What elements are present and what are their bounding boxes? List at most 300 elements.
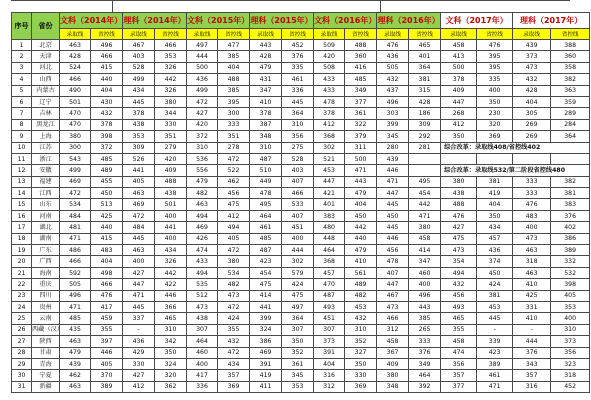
score-cell: 500 [441, 62, 477, 73]
row-province: 西藏（汉） [32, 324, 60, 335]
header-sub: 录取线 [377, 29, 409, 40]
score-cell: 397 [91, 336, 123, 347]
score-cell: 330 [345, 370, 377, 381]
score-cell: 364 [282, 313, 314, 324]
row-seq: 14 [12, 188, 32, 199]
score-cell: 465 [409, 40, 441, 51]
score-cell: 432 [91, 108, 123, 119]
score-cell: 370 [91, 370, 123, 381]
score-cell: 438 [123, 119, 155, 130]
score-cell: 488 [441, 199, 477, 210]
score-cell: 424 [282, 279, 314, 290]
score-cell [551, 153, 590, 164]
row-province: 云南 [32, 313, 60, 324]
row-province: 福建 [32, 176, 60, 187]
header-group: 文科（2015年） [187, 13, 250, 29]
score-cell: 471 [409, 210, 441, 221]
score-cell: 350 [477, 96, 513, 107]
score-cell: 466 [91, 279, 123, 290]
score-cell: 462 [218, 176, 250, 187]
score-cell: 303 [377, 108, 409, 119]
score-cell: 350 [282, 336, 314, 347]
row-province: 黑龙江 [32, 119, 60, 130]
score-cell: 434 [155, 245, 187, 256]
score-cell: 443 [345, 176, 377, 187]
row-province: 内蒙古 [32, 85, 60, 96]
score-cell: 413 [441, 51, 477, 62]
row-seq: 12 [12, 165, 32, 176]
score-cell: 465 [155, 313, 187, 324]
score-cell: 417 [187, 370, 218, 381]
table-row [12, 381, 590, 392]
row-province: 江苏 [32, 142, 60, 153]
score-cell: 461 [282, 74, 314, 85]
score-cell: 434 [477, 222, 513, 233]
score-cell: 403 [123, 51, 155, 62]
row-province: 上海 [32, 131, 60, 142]
score-cell: 450 [345, 210, 377, 221]
score-cell: 444 [187, 51, 218, 62]
row-province: 吉林 [32, 108, 60, 119]
score-cell: 458 [441, 336, 477, 347]
score-cell: 309 [409, 119, 441, 130]
score-cell: 318 [513, 256, 551, 267]
score-cell: 310 [187, 142, 218, 153]
score-cell: 400 [551, 313, 590, 324]
header-sub: 录取线 [513, 29, 551, 40]
score-cell: 476 [377, 40, 409, 51]
score-cell: 534 [218, 267, 250, 278]
table-row [12, 336, 590, 347]
score-cell: 444 [282, 245, 314, 256]
score-cell: 447 [123, 279, 155, 290]
table-row [12, 279, 590, 290]
score-cell: 364 [282, 108, 314, 119]
score-cell: 486 [60, 245, 91, 256]
score-cell: 521 [314, 153, 345, 164]
row-seq: 25 [12, 313, 32, 324]
score-cell: 472 [187, 96, 218, 107]
table-row [12, 210, 590, 221]
spreadsheet [11, 12, 590, 393]
score-cell: 265 [409, 324, 441, 335]
score-cell: 354 [441, 256, 477, 267]
score-cell: 302 [282, 256, 314, 267]
table-row [12, 131, 590, 142]
header-province: 省份 [32, 13, 60, 40]
row-province: 山东 [32, 199, 60, 210]
score-cell: 512 [187, 290, 218, 301]
score-cell: 522 [218, 165, 250, 176]
score-cell: 380 [377, 370, 409, 381]
score-cell: 268 [441, 108, 477, 119]
score-cell: 335 [477, 74, 513, 85]
score-cell: 400 [187, 358, 218, 369]
score-cell: 320 [477, 119, 513, 130]
score-cell: 360 [345, 51, 377, 62]
score-cell: 357 [441, 370, 477, 381]
score-cell: 473 [377, 301, 409, 312]
score-cell: 373 [551, 336, 590, 347]
score-cell: 437 [377, 85, 409, 96]
score-cell: 470 [60, 108, 91, 119]
score-cell: 368 [314, 256, 345, 267]
score-cell: 381 [551, 188, 590, 199]
score-cell: 436 [123, 336, 155, 347]
score-cell: 424 [218, 313, 250, 324]
row-seq: 20 [12, 256, 32, 267]
header-group: 文科（2017年） [441, 13, 513, 29]
row-seq: 29 [12, 358, 32, 369]
score-cell: 494 [187, 267, 218, 278]
score-cell: 324 [155, 358, 187, 369]
row-seq: 28 [12, 347, 32, 358]
row-province: 四川 [32, 290, 60, 301]
score-cell: 485 [345, 74, 377, 85]
score-cell: - [513, 324, 551, 335]
score-cell: 451 [282, 222, 314, 233]
score-cell: 447 [441, 96, 477, 107]
score-cell: 439 [377, 153, 409, 164]
score-cell: 451 [314, 313, 345, 324]
score-cell: 427 [441, 222, 477, 233]
score-cell: 356 [441, 358, 477, 369]
score-cell: 430 [91, 96, 123, 107]
score-cell: 536 [187, 153, 218, 164]
score-cell: 461 [250, 222, 282, 233]
score-cell: 350 [155, 347, 187, 358]
score-cell: 499 [187, 85, 218, 96]
score-cell: 332 [551, 256, 590, 267]
table-row [12, 188, 590, 199]
score-cell: 483 [513, 210, 551, 221]
score-cell: 366 [155, 301, 187, 312]
score-cell: 412 [123, 381, 155, 392]
score-cell: 487 [250, 153, 282, 164]
row-seq: 16 [12, 210, 32, 221]
score-cell: 357 [218, 370, 250, 381]
score-cell: 534 [60, 199, 91, 210]
row-seq: 1 [12, 40, 32, 51]
score-cell: 479 [250, 62, 282, 73]
score-cell: 402 [551, 222, 590, 233]
score-cell: 469 [187, 222, 218, 233]
score-cell: 470 [314, 279, 345, 290]
header-sub: 省控线 [91, 29, 123, 40]
score-cell: 372 [187, 131, 218, 142]
score-cell: 383 [314, 210, 345, 221]
score-cell: 352 [282, 347, 314, 358]
row-province: 广东 [32, 245, 60, 256]
score-cell: 526 [123, 153, 155, 164]
score-cell: 330 [123, 358, 155, 369]
score-cell: 352 [345, 336, 377, 347]
score-cell: 472 [218, 153, 250, 164]
score-cell: 323 [551, 358, 590, 369]
top-border-tick [112, 0, 113, 12]
score-cell: 398 [91, 131, 123, 142]
score-cell: 419 [477, 188, 513, 199]
header-sub: 省控线 [477, 29, 513, 40]
score-cell: 433 [187, 256, 218, 267]
score-cell: 358 [551, 62, 590, 73]
score-cell: 458 [441, 40, 477, 51]
score-cell: 381 [477, 290, 513, 301]
score-cell: 487 [250, 245, 282, 256]
score-cell: 409 [377, 358, 409, 369]
score-cell: 386 [250, 336, 282, 347]
score-cell: 280 [377, 142, 409, 153]
score-cell: 448 [314, 233, 345, 244]
admission-score-table [11, 12, 590, 393]
score-cell: 463 [513, 267, 551, 278]
score-cell: 446 [377, 233, 409, 244]
score-cell: 359 [551, 96, 590, 107]
header-group: 文科（2014年） [60, 13, 123, 29]
score-cell: 471 [345, 165, 377, 176]
score-cell: 378 [123, 108, 155, 119]
score-cell: 347 [409, 256, 441, 267]
score-cell: 457 [314, 267, 345, 278]
score-cell: 423 [477, 347, 513, 358]
score-cell: 524 [60, 62, 91, 73]
score-cell: 230 [477, 108, 513, 119]
row-province: 广西 [32, 256, 60, 267]
score-cell: 480 [314, 222, 345, 233]
score-cell: 481 [60, 222, 91, 233]
row-province: 贵州 [32, 301, 60, 312]
score-cell: 405 [551, 290, 590, 301]
score-cell: 456 [441, 290, 477, 301]
score-cell: 336 [282, 85, 314, 96]
score-cell: 467 [123, 40, 155, 51]
score-cell: 427 [123, 370, 155, 381]
table-row [12, 40, 590, 51]
score-cell: 479 [345, 245, 377, 256]
score-cell: 471 [60, 301, 91, 312]
score-cell: 499 [60, 165, 91, 176]
score-cell: 498 [91, 267, 123, 278]
score-cell: 320 [155, 370, 187, 381]
score-cell: 278 [218, 142, 250, 153]
score-cell: 488 [155, 176, 187, 187]
score-cell: 433 [314, 85, 345, 96]
score-cell: 331 [513, 301, 551, 312]
header-sub: 省控线 [155, 29, 187, 40]
score-cell: 353 [123, 131, 155, 142]
score-cell: 269 [513, 131, 551, 142]
table-row [12, 256, 590, 267]
score-cell: 333 [218, 119, 250, 130]
score-cell: 495 [409, 176, 441, 187]
score-cell: 380 [60, 131, 91, 142]
score-cell: 400 [155, 233, 187, 244]
row-seq: 8 [12, 119, 32, 130]
table-row [12, 108, 590, 119]
score-cell: 316 [513, 381, 551, 392]
score-cell: 410 [345, 256, 377, 267]
score-cell: 347 [250, 85, 282, 96]
score-cell: 475 [218, 199, 250, 210]
score-cell: 469 [60, 176, 91, 187]
score-cell: 496 [91, 40, 123, 51]
table-row [12, 142, 590, 153]
score-cell: 289 [551, 108, 590, 119]
score-cell: 389 [91, 381, 123, 392]
score-cell: 474 [187, 245, 218, 256]
header-group: 理科（2015年） [250, 13, 314, 29]
score-cell: 355 [441, 324, 477, 335]
score-cell: 438 [155, 188, 187, 199]
score-cell: 543 [60, 153, 91, 164]
score-cell: 428 [250, 51, 282, 62]
score-cell: 305 [513, 108, 551, 119]
score-cell: 494 [441, 267, 477, 278]
score-cell: 326 [155, 256, 187, 267]
top-border [11, 0, 570, 1]
header-sub: 省控线 [345, 29, 377, 40]
score-cell: 459 [91, 313, 123, 324]
score-cell: 442 [345, 222, 377, 233]
score-cell: 473 [513, 233, 551, 244]
score-cell: 533 [282, 199, 314, 210]
score-cell: 449 [250, 176, 282, 187]
score-cell: 440 [91, 74, 123, 85]
score-cell: 436 [377, 51, 409, 62]
header-sub: 录取线 [250, 29, 282, 40]
score-cell: 336 [187, 381, 218, 392]
score-cell: 463 [123, 245, 155, 256]
score-cell: 342 [155, 336, 187, 347]
score-cell: 423 [250, 256, 282, 267]
table-row [12, 165, 590, 176]
score-cell: 476 [91, 290, 123, 301]
score-cell: 405 [91, 358, 123, 369]
score-cell: 327 [345, 347, 377, 358]
score-cell: 307 [314, 324, 345, 335]
score-cell: 281 [409, 142, 441, 153]
table-row [12, 347, 590, 358]
score-cell: 381 [477, 176, 513, 187]
score-cell: 466 [60, 74, 91, 85]
header-group: 理科（2016年） [377, 13, 441, 29]
score-cell: 446 [155, 290, 187, 301]
score-cell: 373 [513, 51, 551, 62]
score-cell: 528 [282, 153, 314, 164]
score-cell: 471 [123, 290, 155, 301]
score-cell [477, 153, 513, 164]
table-row [12, 358, 590, 369]
score-cell: 420 [155, 153, 187, 164]
score-cell: 415 [91, 62, 123, 73]
row-seq: 10 [12, 142, 32, 153]
score-cell: 501 [155, 199, 187, 210]
score-cell: 433 [314, 74, 345, 85]
score-cell: 420 [314, 51, 345, 62]
score-cell: 376 [282, 51, 314, 62]
score-cell: 377 [345, 96, 377, 107]
score-cell: 442 [155, 267, 187, 278]
score-cell: 466 [155, 40, 187, 51]
score-cell: 482 [187, 188, 218, 199]
table-row [12, 119, 590, 130]
row-seq: 5 [12, 85, 32, 96]
score-cell: 302 [314, 142, 345, 153]
score-cell: 579 [282, 267, 314, 278]
score-cell: 496 [409, 290, 441, 301]
header-row-groups [12, 13, 590, 29]
header-sub: 省控线 [282, 29, 314, 40]
score-cell: 318 [551, 370, 590, 381]
score-cell: 473 [218, 290, 250, 301]
score-cell: 535 [187, 279, 218, 290]
row-seq: 30 [12, 370, 32, 381]
row-seq: 19 [12, 245, 32, 256]
score-cell: 322 [345, 119, 377, 130]
score-cell: 399 [377, 119, 409, 130]
score-cell: 337 [123, 313, 155, 324]
row-province: 浙江 [32, 153, 60, 164]
row-seq: 24 [12, 301, 32, 312]
score-cell: 432 [345, 313, 377, 324]
score-cell [409, 165, 441, 176]
score-cell: 300 [218, 108, 250, 119]
row-province: 山西 [32, 74, 60, 85]
score-cell: 453 [345, 301, 377, 312]
table-row [12, 176, 590, 187]
score-cell: 463 [60, 336, 91, 347]
score-cell: 441 [250, 301, 282, 312]
score-cell: 395 [477, 51, 513, 62]
table-row [12, 199, 590, 210]
score-cell: 463 [187, 199, 218, 210]
score-cell: 356 [282, 131, 314, 142]
score-cell: 355 [218, 324, 250, 335]
score-cell: 456 [218, 188, 250, 199]
score-cell: 453 [314, 165, 345, 176]
score-cell: 441 [155, 222, 187, 233]
score-cell: 436 [187, 74, 218, 85]
score-cell: 452 [551, 381, 590, 392]
score-cell: 333 [409, 336, 441, 347]
score-cell: 389 [551, 245, 590, 256]
table-row [12, 324, 590, 335]
score-cell: 388 [551, 40, 590, 51]
score-cell: 404 [218, 62, 250, 73]
score-cell: 450 [377, 210, 409, 221]
score-cell: 400 [282, 233, 314, 244]
score-cell: 407 [282, 176, 314, 187]
score-cell: 463 [123, 188, 155, 199]
score-cell: 427 [187, 108, 218, 119]
header-row-sub [12, 29, 590, 40]
score-cell: 410 [513, 279, 551, 290]
row-seq: 3 [12, 62, 32, 73]
score-cell: 292 [409, 131, 441, 142]
score-cell: 410 [513, 313, 551, 324]
score-cell: 485 [91, 153, 123, 164]
score-cell [513, 153, 551, 164]
row-province: 新疆 [32, 381, 60, 392]
score-cell: 478 [314, 96, 345, 107]
table-row [12, 96, 590, 107]
score-cell: 364 [551, 131, 590, 142]
score-cell: 385 [218, 85, 250, 96]
score-cell: 335 [282, 62, 314, 73]
table-row [12, 290, 590, 301]
score-cell: 475 [250, 279, 282, 290]
score-cell: 400 [155, 210, 187, 221]
